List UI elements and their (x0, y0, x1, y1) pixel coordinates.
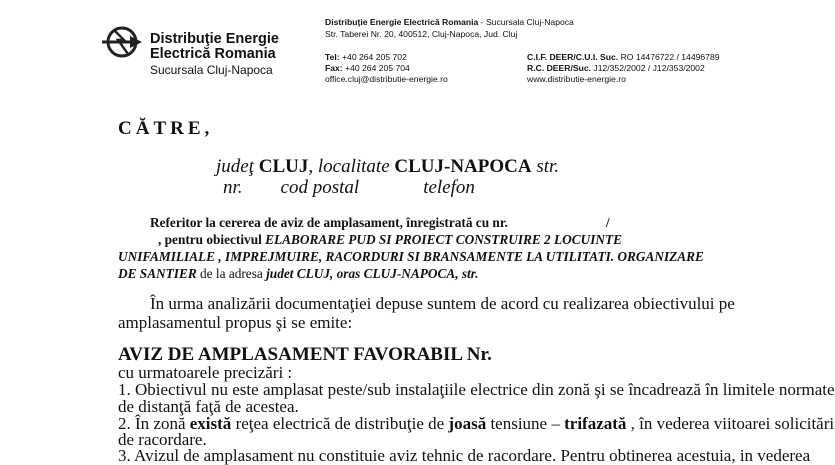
header-email: office.cluj@distributie-energie.ro (325, 74, 448, 84)
header-fax: Fax: +40 264 205 704 (325, 63, 410, 73)
intro-line2: amplasamentul propus şi se emite: (118, 313, 353, 332)
referitor-line1: Referitor la cererea de aviz de amplasament, înregistrată cu nr. / (150, 215, 610, 230)
item2-line1: 2. În zonă există reţea electrică de distribuţie de joasă tensiune – trifazată , în vederea viitoarei solicitări (118, 414, 835, 433)
header-rc: R.C. DEER/Suc. J12/352/2002 / J12/353/2002 (527, 63, 705, 73)
precizari-label: cu urmatoarele precizări : (118, 363, 293, 382)
referitor-line2: , pentru obiectivul ELABORARE PUD SI PROIECT CONSTRUIRE 2 LOCUINTE (158, 232, 622, 247)
recipient-address-line1: judeţ CLUJ, localitate CLUJ-NAPOCA str. (216, 156, 560, 177)
logo-branch: Sucursala Cluj-Napoca (150, 63, 273, 77)
referitor-line3: UNIFAMILIALE , IMPREJMUIRE, RACORDURI SI BRANSAMENTE LA UTILITATI. ORGANIZARE (118, 249, 704, 264)
logo-company-name: Distribuţie Energie Electrică Romania (150, 31, 279, 62)
intro-line1: În urma analizării documentaţiei depuse suntem de acord cu realizarea obiectivului pe (150, 294, 735, 313)
company-logo-icon (100, 24, 144, 60)
item2-line2: de racordare. (118, 430, 207, 449)
header-tel: Tel: +40 264 205 702 (325, 52, 407, 62)
recipient-address-line2: nr. cod postal telefon (223, 177, 475, 198)
aviz-heading: AVIZ DE AMPLASAMENT FAVORABIL Nr. (118, 344, 492, 365)
header-cif: C.I.F. DEER/C.U.I. Suc. RO 14476722 / 14496789 (527, 52, 720, 62)
header-website: www.distributie-energie.ro (527, 74, 626, 84)
item3-line1: 3. Avizul de amplasament nu constituie aviz tehnic de racordare. Pentru obtinerea acestuia, in vederea (118, 446, 811, 465)
item1-line1: 1. Obiectivul nu este amplasat peste/sub instalaţiile electrice din zonă şi se încadrează în limitele normate (118, 380, 835, 399)
header-street: Str. Taberei Nr. 20, 400512, Cluj-Napoca, Jud. Cluj (325, 29, 518, 39)
header-company-line: Distribuţie Energie Electrică Romania - Sucursala Cluj-Napoca (325, 17, 574, 27)
item1-line2: de distanţă faţă de acestea. (118, 397, 299, 416)
recipient-heading: CĂTRE, (118, 118, 214, 139)
referitor-line4: DE SANTIER de la adresa judet CLUJ, oras CLUJ-NAPOCA, str. (118, 266, 479, 281)
